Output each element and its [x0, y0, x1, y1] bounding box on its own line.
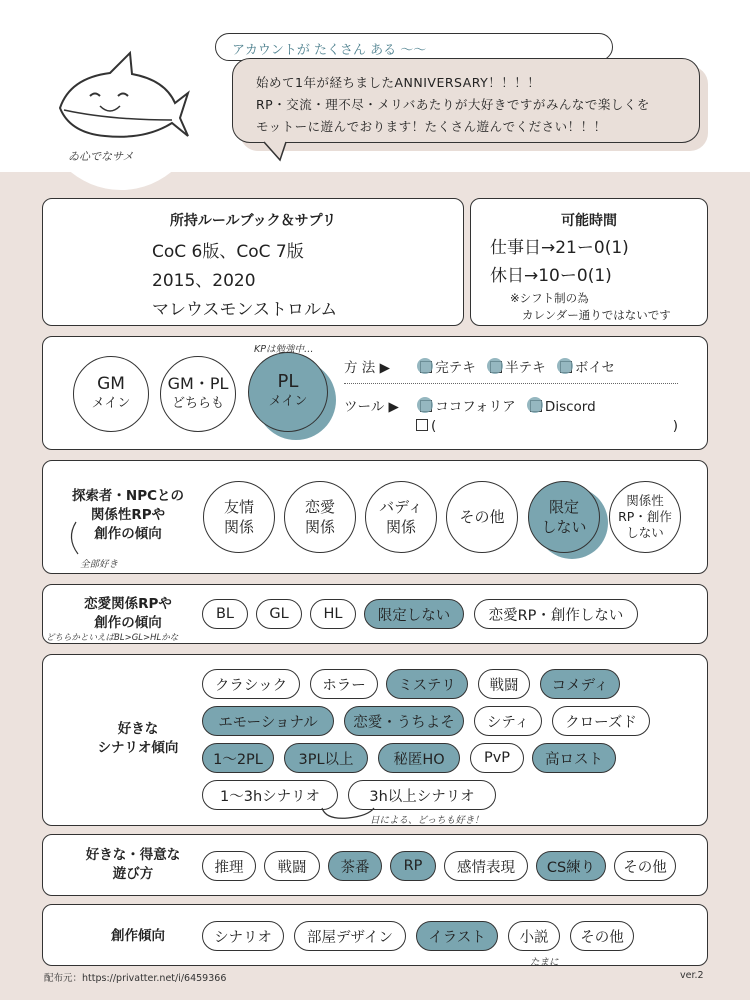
creation-room-design[interactable]: 部屋デザイン	[294, 921, 406, 951]
tool-row	[344, 395, 596, 415]
playstyle-emotion[interactable]: 感情表現	[444, 851, 528, 881]
label-line: シナリオ傾向	[97, 740, 179, 756]
romance-hl[interactable]: HL	[310, 599, 356, 629]
label-line: 恋愛関係RPや	[84, 596, 172, 612]
tool-label: ツール ▶	[344, 399, 399, 415]
creation-novel[interactable]: 小説	[508, 921, 560, 951]
bubble-line: 関係	[385, 518, 416, 536]
bubble-line: その他	[459, 508, 505, 526]
bubble-line: メイン	[268, 394, 308, 409]
scenario-horror[interactable]: ホラー	[310, 669, 378, 699]
scenario-3h-plus[interactable]: 3h以上シナリオ	[348, 780, 496, 810]
tool-discord[interactable]	[530, 399, 596, 415]
scenario-1-2pl[interactable]: 1〜2PL	[202, 743, 274, 773]
pl-main-option[interactable]	[248, 352, 328, 432]
bubble-line: どちらも	[171, 396, 224, 411]
method-complete-label: 完テキ	[435, 360, 476, 376]
scenario-emotional[interactable]: エモーショナル	[202, 706, 334, 736]
scenario-closed[interactable]: クローズド	[552, 706, 650, 736]
creation-hand-note: たまに	[530, 957, 559, 968]
scenario-classic[interactable]: クラシック	[202, 669, 300, 699]
creation-label: 創作傾向	[111, 928, 165, 944]
scenario-high-lost[interactable]: 高ロスト	[532, 743, 616, 773]
relation-none[interactable]	[609, 481, 681, 553]
playstyle-cs[interactable]: CS練り	[536, 851, 606, 881]
scenario-hand-note: 日による、どっちも好き！	[370, 815, 484, 826]
method-row	[344, 356, 615, 376]
method-label: 方 法 ▶	[344, 360, 390, 376]
bubble-line: 恋愛	[304, 498, 335, 516]
method-complete[interactable]	[420, 360, 476, 376]
bubble-line: バディ	[379, 498, 423, 516]
arrow-icon	[64, 520, 84, 558]
bubble-line: RP・創作	[618, 509, 672, 524]
romance-bl[interactable]: BL	[202, 599, 248, 629]
playstyle-label	[58, 846, 208, 884]
relation-hand-note: 全部好き	[80, 559, 119, 570]
mascot-caption: ゐ心でなサメ	[68, 150, 134, 163]
method-voice[interactable]	[560, 360, 615, 376]
intro-line: モットーに遊んでおります！たくさん遊んでください！！！	[256, 119, 607, 134]
scenario-1-3h[interactable]: 1〜3hシナリオ	[202, 780, 338, 810]
relation-romance[interactable]	[284, 481, 356, 553]
bubble-line: 限定	[548, 498, 579, 516]
method-semi[interactable]	[490, 360, 546, 376]
shark-mascot-icon	[50, 48, 190, 148]
hours-title: 可能時間	[561, 213, 617, 229]
scenario-comedy[interactable]: コメディ	[540, 669, 620, 699]
footer-source: 配布元：https://privatter.net/i/6459366	[44, 973, 227, 984]
playstyle-banter[interactable]: 茶番	[328, 851, 382, 881]
gm-main-option[interactable]	[73, 356, 149, 432]
scenario-romance-pair[interactable]: 恋愛・うちよそ	[344, 706, 464, 736]
scenario-label	[78, 720, 198, 758]
rulebook-item: CoC 6版、CoC 7版	[152, 242, 304, 262]
hours-note-line: カレンダー通りではないです	[522, 308, 671, 322]
checkbox-icon	[560, 361, 572, 373]
bubble-line: しない	[626, 525, 664, 540]
label-line: 好きな	[117, 721, 159, 737]
tool-other-close: )	[672, 418, 678, 434]
label-line: 遊び方	[112, 866, 154, 882]
label-line: 創作の傾向	[94, 526, 162, 542]
playstyle-battle[interactable]: 戦闘	[264, 851, 320, 881]
playstyle-reasoning[interactable]: 推理	[202, 851, 256, 881]
bubble-line: 関係	[304, 518, 335, 536]
scenario-3pl[interactable]: 3PL以上	[284, 743, 368, 773]
bubble-line: 友情	[223, 498, 254, 516]
bubble-line: メイン	[91, 396, 131, 411]
intro-text	[256, 72, 650, 138]
romance-label	[58, 595, 198, 633]
gm-pl-option[interactable]	[160, 356, 236, 432]
bubble-line: しない	[541, 518, 587, 536]
divider	[344, 383, 678, 384]
relation-friendship[interactable]	[203, 481, 275, 553]
tool-other-row	[416, 418, 686, 434]
playstyle-rp[interactable]: RP	[390, 851, 436, 881]
tool-cocofolia-label: ココフォリア	[435, 399, 516, 415]
kp-note: KPは勉強中…	[254, 344, 314, 355]
bracket-icon	[318, 806, 378, 824]
rulebook-item: マレウスモンストロルム	[152, 300, 338, 320]
hours-note	[510, 290, 671, 324]
relation-unlimited[interactable]	[528, 481, 600, 553]
checkbox-icon	[490, 361, 502, 373]
label-line: 創作の傾向	[94, 615, 162, 631]
bubble-tail-icon	[262, 140, 292, 162]
playstyle-other[interactable]: その他	[614, 851, 676, 881]
scenario-secret-ho[interactable]: 秘匿HO	[378, 743, 460, 773]
scenario-city[interactable]: シティ	[474, 706, 542, 736]
rulebooks-title: 所持ルールブック＆サプリ	[169, 213, 337, 229]
rulebook-item: 2015、2020	[152, 271, 256, 291]
checkbox-icon	[420, 400, 432, 412]
hours-holiday: 休日→10ー0(1)	[490, 266, 612, 286]
footer-version: ver.2	[680, 970, 704, 981]
creation-other[interactable]: その他	[570, 921, 634, 951]
creation-illustration[interactable]: イラスト	[416, 921, 498, 951]
romance-hand-note: どちらかといえばBL>GL>HLかな	[46, 633, 179, 643]
label-line: 関係性RPや	[90, 507, 166, 523]
scenario-mystery[interactable]: ミステリ	[386, 669, 468, 699]
bubble-line: GM	[97, 374, 125, 394]
method-semi-label: 半テキ	[505, 360, 546, 376]
hours-list	[490, 234, 629, 290]
tool-other-open: (	[431, 418, 437, 434]
bubble-line: 関係	[223, 518, 254, 536]
label-line: 探索者・NPCとの	[71, 488, 185, 504]
hours-note-line: ※シフト制の為	[510, 291, 589, 305]
bubble-line: PL	[277, 371, 299, 392]
scenario-battle[interactable]: 戦闘	[478, 669, 530, 699]
relation-other[interactable]	[446, 481, 518, 553]
tool-discord-label: Discord	[544, 399, 596, 415]
checkbox-icon[interactable]	[416, 419, 428, 431]
tool-cocofolia[interactable]	[420, 399, 515, 415]
scenario-pvp[interactable]: PvP	[470, 743, 524, 773]
intro-line: RP・交流・理不尽・メリバあたりが大好きですがみんなで楽しくを	[256, 97, 650, 112]
romance-none[interactable]: 恋愛RP・創作しない	[474, 599, 638, 629]
romance-gl[interactable]: GL	[256, 599, 302, 629]
hours-weekday: 仕事日→21ー0(1)	[490, 238, 629, 258]
checkbox-icon	[530, 400, 542, 412]
account-note: アカウントが たくさん ある 〜〜	[232, 43, 427, 58]
creation-scenario[interactable]: シナリオ	[202, 921, 284, 951]
checkbox-icon	[420, 361, 432, 373]
bubble-line: GM・PL	[167, 374, 229, 393]
intro-line: 始めて1年が経ちましたANNIVERSARY！！！！	[256, 75, 541, 90]
method-voice-label: ボイセ	[574, 360, 615, 376]
relation-buddy[interactable]	[365, 481, 437, 553]
romance-unlimited[interactable]: 限定しない	[364, 599, 464, 629]
bubble-line: 関係性	[626, 493, 664, 508]
label-line: 好きな・得意な	[85, 847, 181, 863]
rulebooks-list	[152, 238, 337, 325]
